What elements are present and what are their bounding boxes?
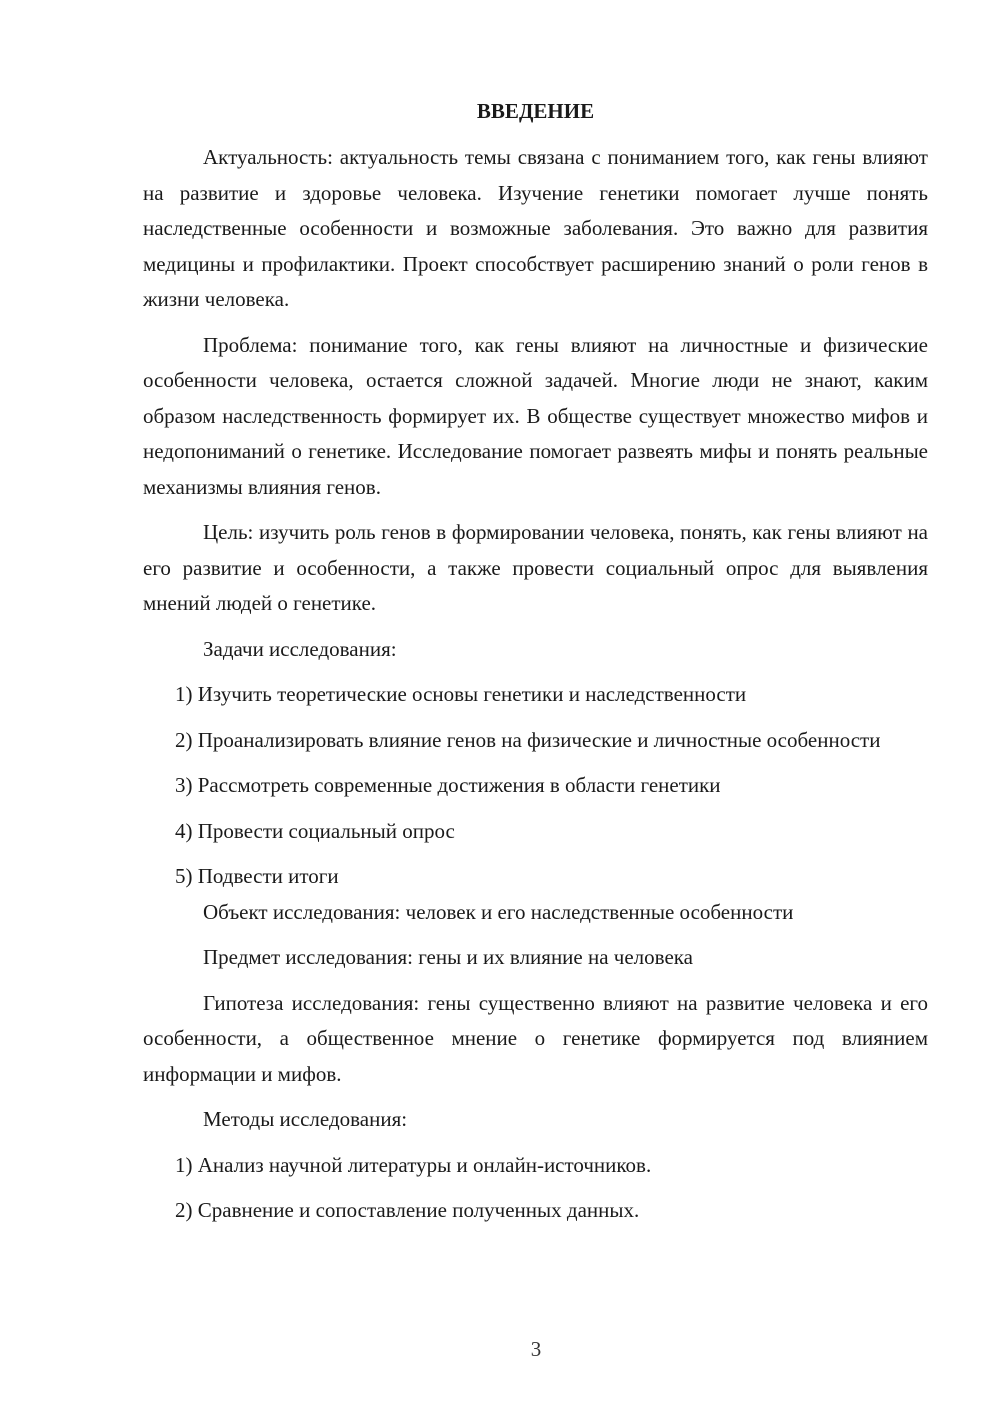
task-item: 5) Подвести итоги [175, 864, 339, 888]
methods-heading: Методы исследования: [203, 1107, 408, 1131]
task-item: 3) Рассмотреть современные достижения в области генетики [175, 773, 721, 797]
method-item: 2) Сравнение и сопоставление полученных данных. [175, 1198, 640, 1222]
tasks-heading: Задачи исследования: [203, 636, 397, 661]
task-item: 2) Проанализировать влияние генов на физические и личностные особенности [175, 727, 881, 752]
method-item: 1) Анализ научной литературы и онлайн-источников. [175, 1152, 652, 1177]
page-content [143, 96, 928, 1229]
research-hypothesis: Гипотеза исследования: гены существенно влияют на развитие человека и его особенности, а общественное мнение о генетике формируется под влиянием информации и мифов. [143, 990, 928, 1086]
research-object: Объект исследования: человек и его наследственные особенности [203, 899, 794, 924]
relevance-paragraph: Актуальность: актуальность темы связана с пониманием того, как гены влияют на развитие и здоровье человека. Изучение генетики помогает лучше понять наследственные особенности и возможные заболевания. Это важно для развития медицины и профилактики. Проект способствует расширению знаний о роли генов в жизни человека. [143, 145, 928, 311]
goal-paragraph: Цель: изучить роль генов в формировании человека, понять, как гены влияют на его развитие и особенности, а также провести социальный опрос для выявления мнений людей о генетике. [143, 520, 928, 615]
page-number: 3 [530, 1337, 542, 1361]
task-item: 1) Изучить теоретические основы генетики и наследственности [175, 682, 747, 706]
problem-paragraph: Проблема: понимание того, как гены влияют на личностные и физические особенности человека, остается сложной задачей. Многие люди не знают, каким образом наследственность формирует их. В обществе существует множество мифов и недопониманий о генетике. Исследование помогает развеять мифы и понять реальные механизмы влияния генов. [143, 332, 928, 499]
research-subject: Предмет исследования: гены и их влияние на человека [203, 945, 693, 969]
task-item: 4) Провести социальный опрос [175, 818, 455, 843]
page-title: ВВЕДЕНИЕ [476, 99, 595, 123]
